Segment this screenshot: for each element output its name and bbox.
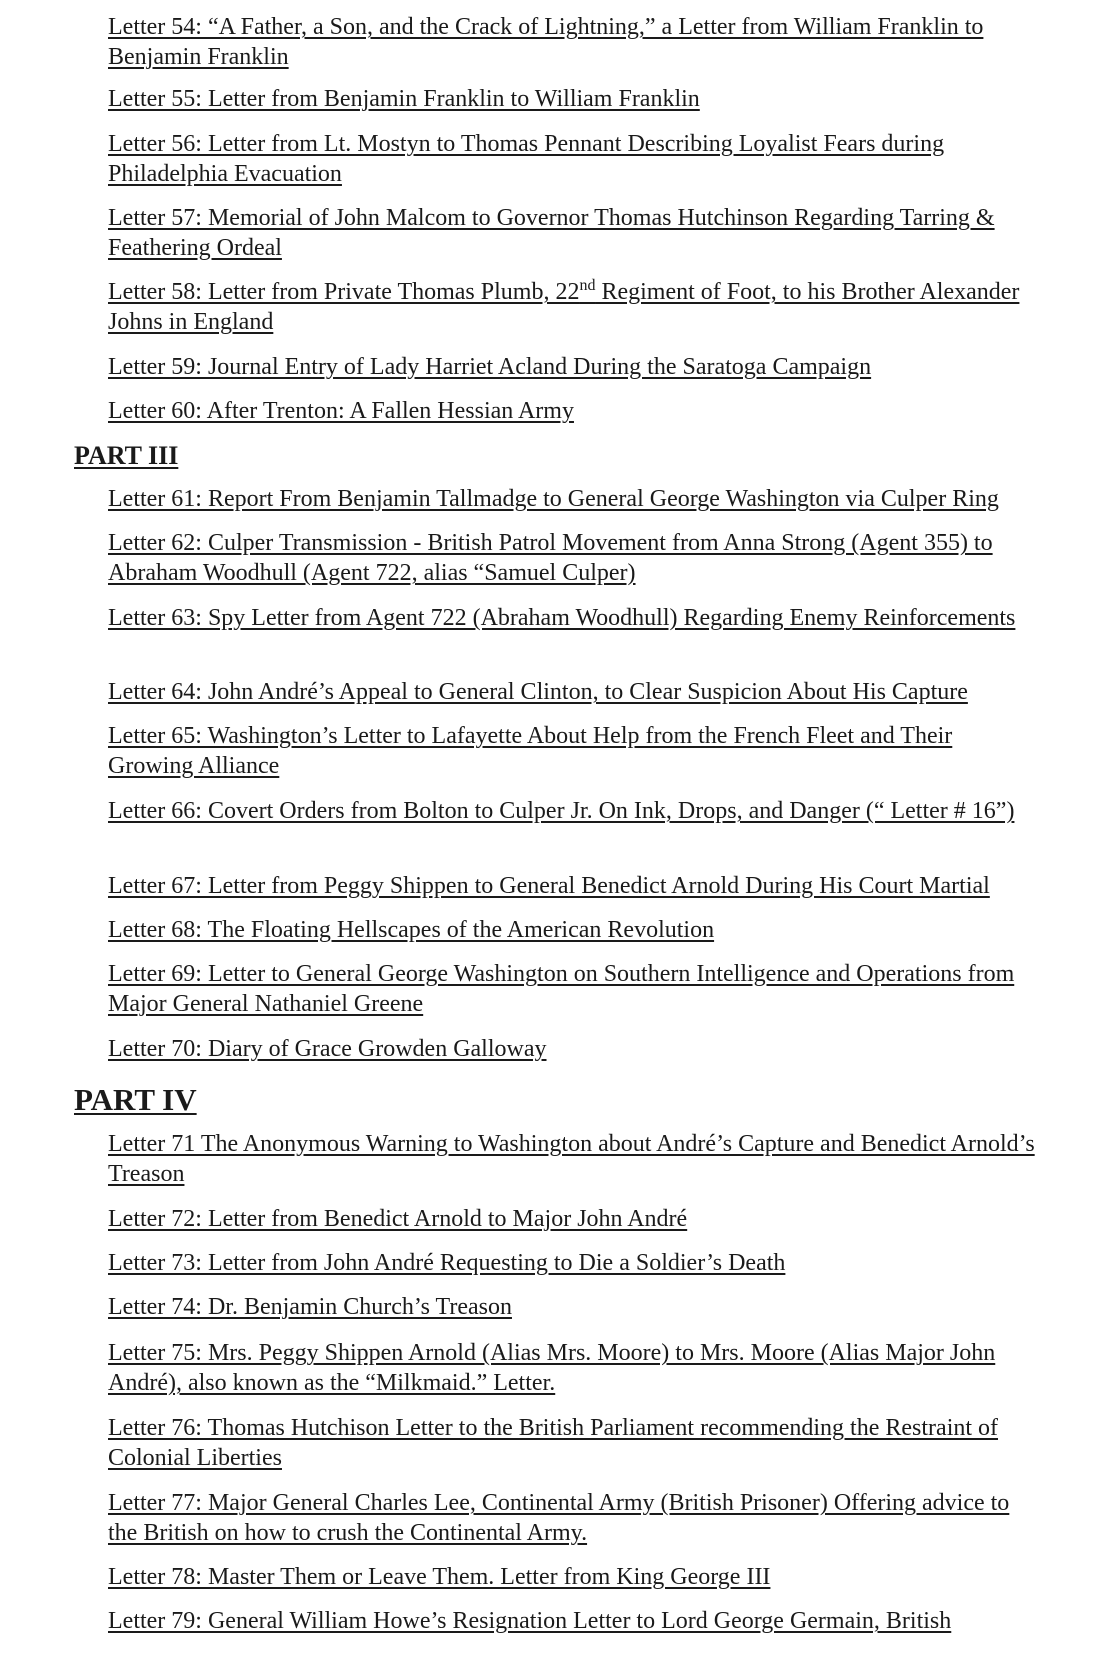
toc-link-letter-74[interactable]: Letter 74: Dr. Benjamin Church’s Treason xyxy=(108,1294,512,1320)
toc-link-letter-69[interactable]: Letter 69: Letter to General George Washington on Southern Intelligence and Operations from Major General Nathaniel Greene xyxy=(108,961,1015,1017)
toc-link-letter-63[interactable]: Letter 63: Spy Letter from Agent 722 (Abraham Woodhull) Regarding Enemy Reinforcements xyxy=(108,605,1016,631)
ordinal-suffix: nd xyxy=(579,277,596,294)
toc-link-letter-78[interactable]: Letter 78: Master Them or Leave Them. Letter from King George III xyxy=(108,1564,771,1590)
toc-entry-letter-62 xyxy=(108,528,1038,588)
toc-link-letter-77[interactable]: Letter 77: Major General Charles Lee, Continental Army (British Prisoner) Offering advice to the British on how to crush the Continental Army. xyxy=(108,1490,1010,1546)
toc-entry-letter-71 xyxy=(108,1129,1038,1189)
toc-link-letter-73[interactable]: Letter 73: Letter from John André Requesting to Die a Soldier’s Death xyxy=(108,1250,786,1276)
toc-entry-letter-65 xyxy=(108,721,1038,781)
toc-link-letter-72[interactable]: Letter 72: Letter from Benedict Arnold to Major John André xyxy=(108,1206,688,1232)
toc-entry-letter-59 xyxy=(108,352,1038,382)
toc-link-letter-58[interactable] xyxy=(108,279,1019,335)
toc-link-letter-55[interactable]: Letter 55: Letter from Benjamin Franklin to William Franklin xyxy=(108,86,700,112)
toc-entry-letter-79 xyxy=(108,1606,1038,1636)
toc-link-letter-61[interactable]: Letter 61: Report From Benjamin Tallmadge to General George Washington via Culper Ring xyxy=(108,486,999,512)
letter-58-text-before: Letter 58: Letter from Private Thomas Plumb, 22 xyxy=(108,279,580,305)
toc-entry-letter-55 xyxy=(108,84,1038,114)
toc-entry-letter-58 xyxy=(108,277,1038,337)
toc-entry-letter-56 xyxy=(108,129,1038,189)
toc-link-letter-75[interactable]: Letter 75: Mrs. Peggy Shippen Arnold (Alias Mrs. Moore) to Mrs. Moore (Alias Major John André), also known as the “Milkmaid.” Letter. xyxy=(108,1340,996,1396)
part-iii-heading[interactable]: PART III xyxy=(74,441,179,470)
toc-entry-letter-67 xyxy=(108,871,1038,901)
toc-link-letter-60[interactable]: Letter 60: After Trenton: A Fallen Hessian Army xyxy=(108,398,574,424)
toc-entry-letter-63 xyxy=(108,603,1038,633)
toc-entry-letter-61 xyxy=(108,484,1038,514)
toc-entry-letter-78 xyxy=(108,1562,1038,1592)
toc-link-letter-76[interactable]: Letter 76: Thomas Hutchison Letter to the British Parliament recommending the Restraint of Colonial Liberties xyxy=(108,1415,999,1471)
toc-entry-letter-69 xyxy=(108,959,1038,1019)
toc-link-letter-56[interactable]: Letter 56: Letter from Lt. Mostyn to Thomas Pennant Describing Loyalist Fears during Philadelphia Evacuation xyxy=(108,131,945,187)
toc-link-letter-54[interactable]: Letter 54: “A Father, a Son, and the Crack of Lightning,” a Letter from William Franklin to Benjamin Franklin xyxy=(108,14,984,70)
toc-link-letter-59[interactable]: Letter 59: Journal Entry of Lady Harriet Acland During the Saratoga Campaign xyxy=(108,354,872,380)
toc-link-letter-64[interactable]: Letter 64: John André’s Appeal to General Clinton, to Clear Suspicion About His Capture xyxy=(108,679,968,705)
toc-entry-letter-68 xyxy=(108,915,1038,945)
toc-entry-letter-73 xyxy=(108,1248,1038,1278)
toc-entry-letter-60 xyxy=(108,396,1038,426)
toc-entry-letter-57 xyxy=(108,203,1038,263)
toc-link-letter-62[interactable]: Letter 62: Culper Transmission - British Patrol Movement from Anna Strong (Agent 355) to Abraham Woodhull (Agent 722, alias “Samuel Culper) xyxy=(108,530,993,586)
toc-link-letter-79[interactable]: Letter 79: General William Howe’s Resignation Letter to Lord George Germain, British xyxy=(108,1608,952,1634)
toc-entry-letter-75 xyxy=(108,1338,1038,1398)
toc-entry-letter-70 xyxy=(108,1034,1038,1064)
toc-link-letter-67[interactable]: Letter 67: Letter from Peggy Shippen to General Benedict Arnold During His Court Martial xyxy=(108,873,990,899)
letter-58-text-after: Regiment of Foot, to his Brother Alexander Johns in England xyxy=(108,279,1020,335)
toc-link-letter-68[interactable]: Letter 68: The Floating Hellscapes of the American Revolution xyxy=(108,917,715,943)
toc-entry-letter-76 xyxy=(108,1413,1038,1473)
toc-entry-letter-77 xyxy=(108,1488,1038,1548)
toc-link-letter-65[interactable]: Letter 65: Washington’s Letter to Lafayette About Help from the French Fleet and Their Growing Alliance xyxy=(108,723,953,779)
toc-link-letter-66[interactable]: Letter 66: Covert Orders from Bolton to Culper Jr. On Ink, Drops, and Danger (“ Letter # 16”) xyxy=(108,798,1015,824)
part-iv-heading[interactable]: PART IV xyxy=(74,1082,197,1117)
toc-link-letter-57[interactable]: Letter 57: Memorial of John Malcom to Governor Thomas Hutchinson Regarding Tarring & Feathering Ordeal xyxy=(108,205,995,261)
toc-link-letter-71[interactable]: Letter 71 The Anonymous Warning to Washington about André’s Capture and Benedict Arnold’s Treason xyxy=(108,1131,1035,1187)
toc-entry-letter-54 xyxy=(108,12,1038,72)
toc-entry-letter-74 xyxy=(108,1292,1038,1322)
toc-entry-letter-64 xyxy=(108,677,1038,707)
toc-link-letter-70[interactable]: Letter 70: Diary of Grace Growden Galloway xyxy=(108,1036,547,1062)
toc-entry-letter-72 xyxy=(108,1204,1038,1234)
toc-entry-letter-66 xyxy=(108,796,1038,826)
